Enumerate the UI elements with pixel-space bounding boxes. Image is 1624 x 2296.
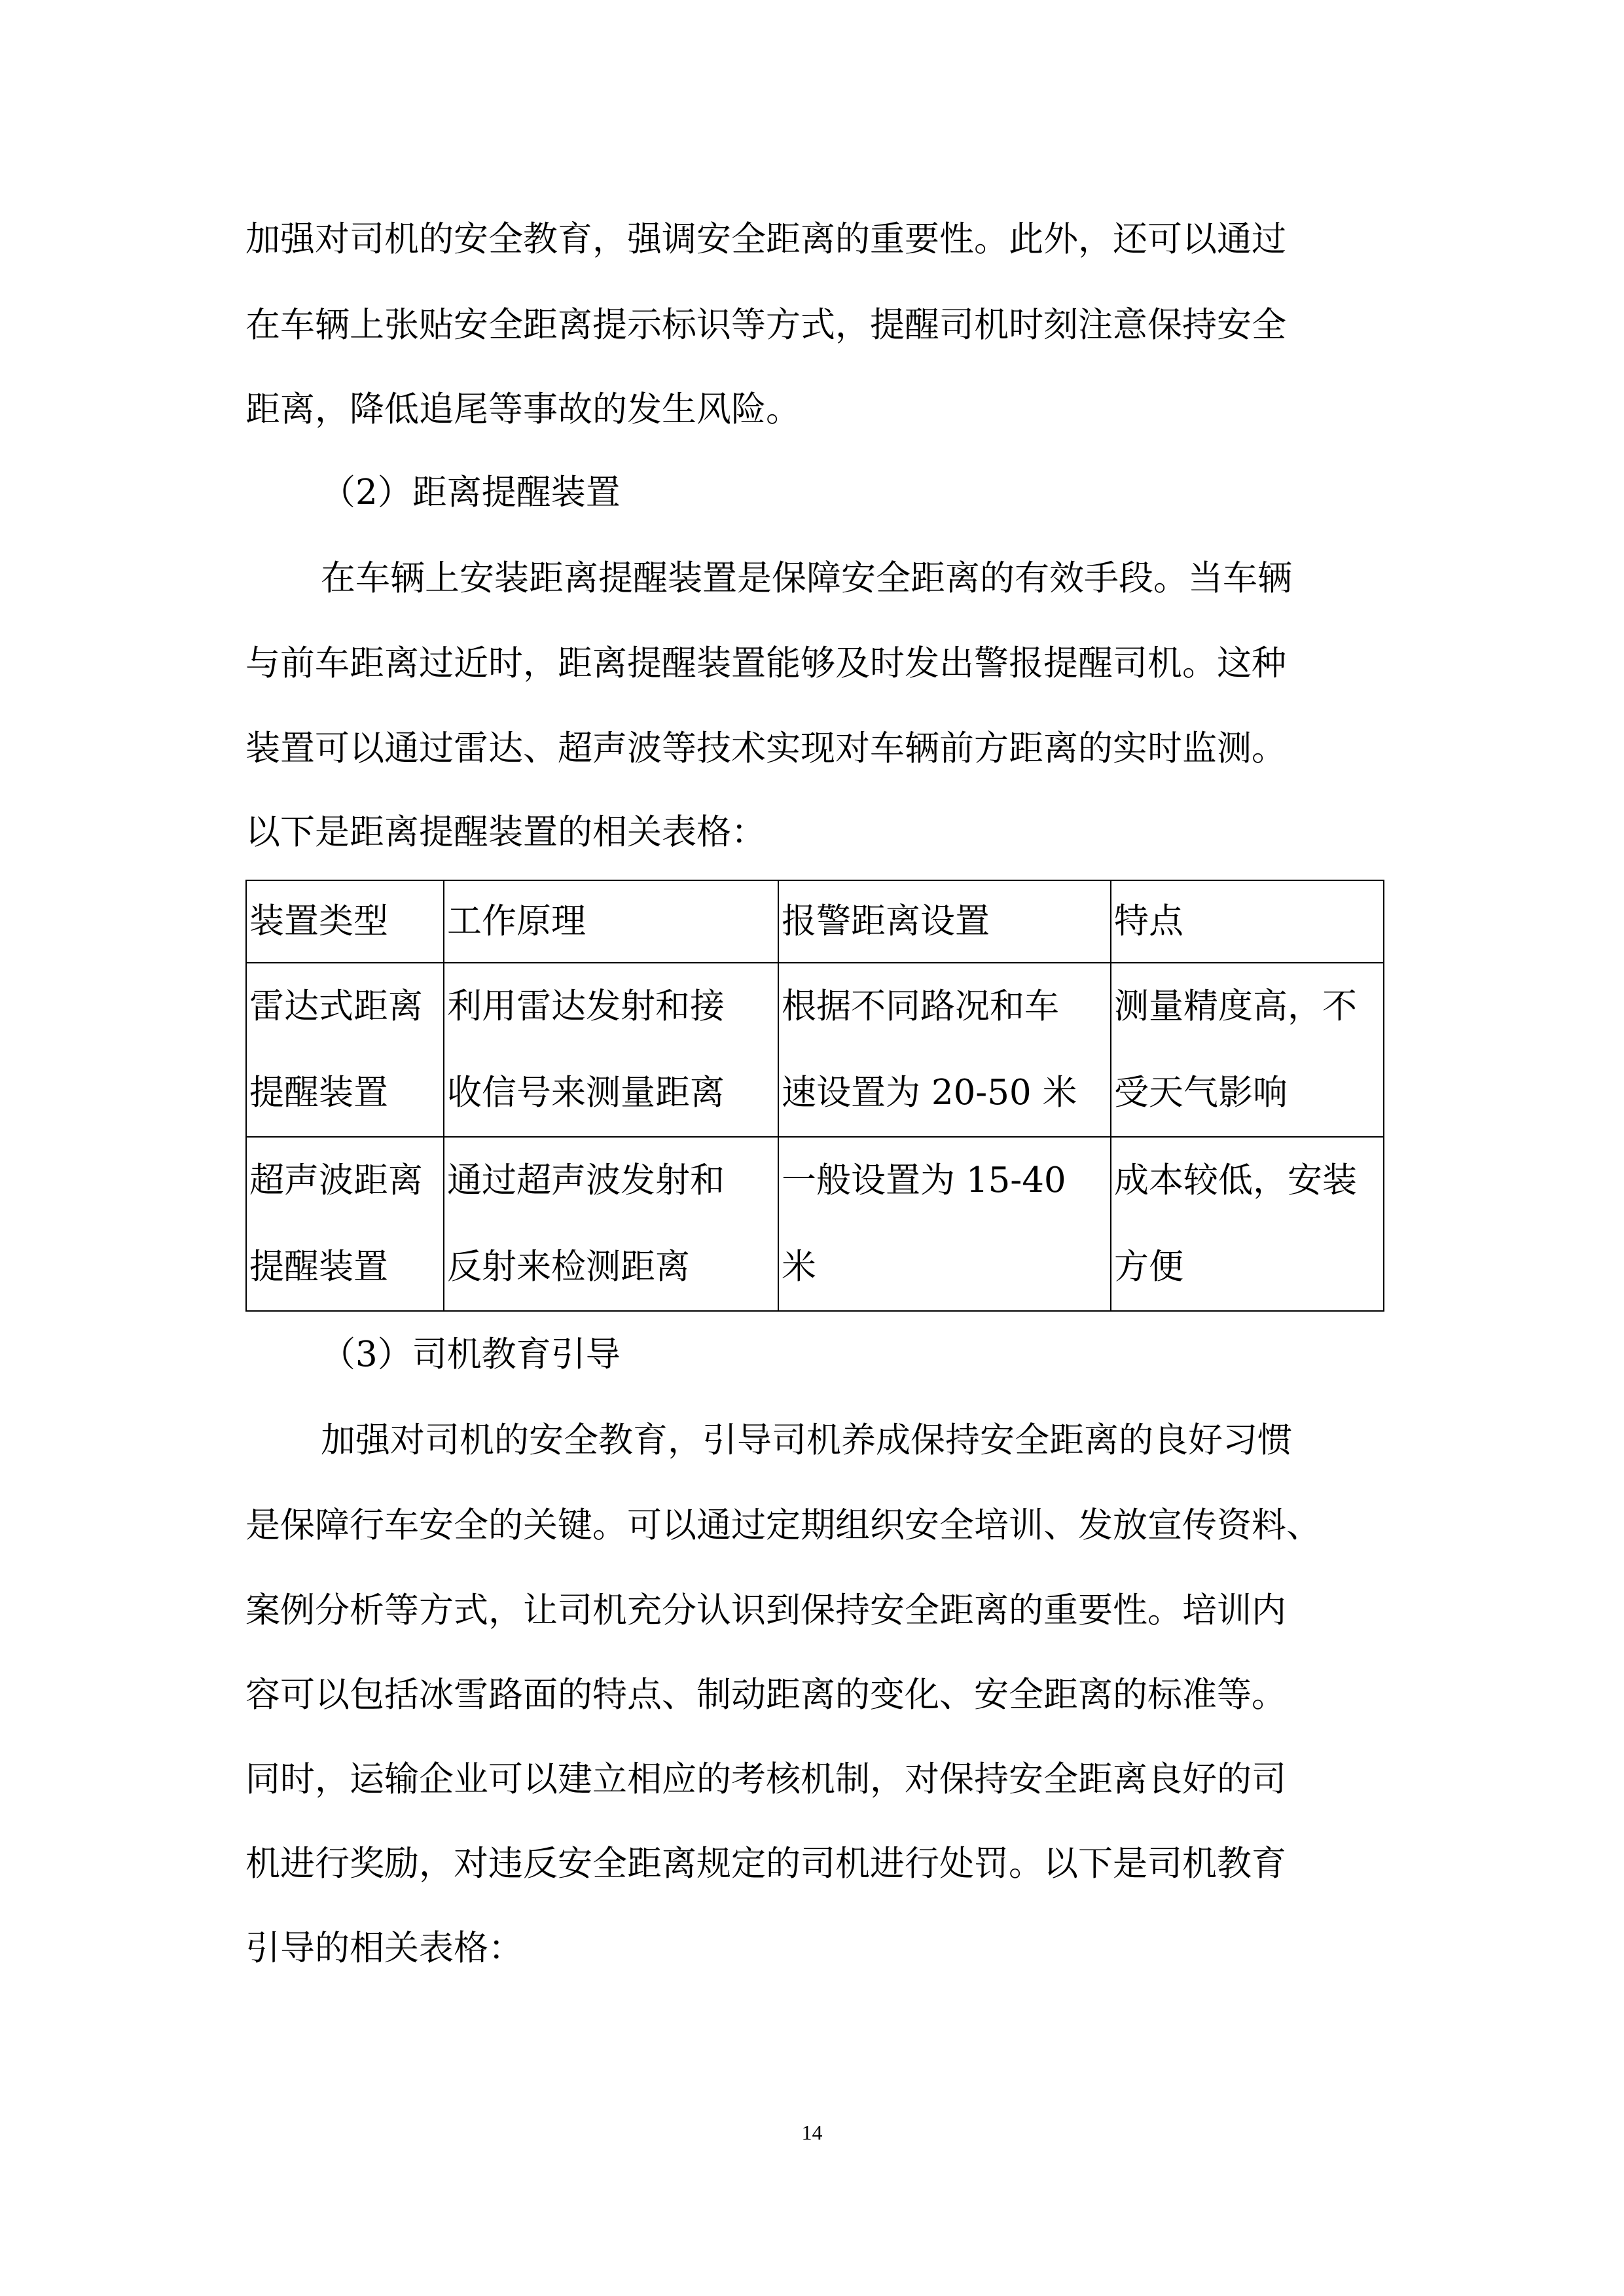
cell-text: 收信号来测量距离: [447, 1073, 725, 1113]
cell-text: 方便: [1114, 1247, 1183, 1287]
table-row: [246, 963, 1384, 1137]
cell-text: 利用雷达发射和接: [447, 986, 725, 1026]
table-cell: [246, 1137, 444, 1311]
paragraph3-line-3: 案例分析等方式，让司机充分认识到保持安全距离的重要性。培训内: [245, 1590, 1286, 1630]
section-heading-3: （3）司机教育引导: [321, 1335, 621, 1374]
paragraph2-line-1: 在车辆上安装距离提醒装置是保障安全距离的有效手段。当车辆: [321, 558, 1292, 598]
paragraph3-line-5: 同时，运输企业可以建立相应的考核机制，对保持安全距离良好的司: [245, 1759, 1286, 1799]
table-header-cell: 特点: [1111, 880, 1384, 963]
paragraph3-line-7: 引导的相关表格：: [245, 1928, 523, 1968]
cell-text: 超声波距离: [249, 1160, 423, 1200]
paragraph2-line-3: 装置可以通过雷达、超声波等技术实现对车辆前方距离的实时监测。: [245, 728, 1286, 768]
paragraph2-line-2: 与前车距离过近时，距离提醒装置能够及时发出警报提醒司机。这种: [245, 643, 1286, 683]
cell-text: 通过超声波发射和: [447, 1160, 725, 1200]
cell-text: 米: [782, 1247, 816, 1287]
distance-alert-device-table: [245, 880, 1384, 1312]
paragraph1-line-2: 在车辆上张贴安全距离提示标识等方式，提醒司机时刻注意保持安全: [245, 305, 1286, 345]
table-cell: [778, 963, 1111, 1137]
cell-text: 成本较低，安装: [1114, 1160, 1357, 1200]
table-cell: [246, 963, 444, 1137]
table-header-row: [246, 880, 1384, 963]
paragraph2-line-4: 以下是距离提醒装置的相关表格：: [245, 812, 766, 852]
cell-text: 速设置为 20-50 米: [782, 1073, 1077, 1113]
cell-text: 反射来检测距离: [447, 1247, 690, 1287]
cell-text: 测量精度高，不: [1114, 986, 1357, 1026]
cell-text: 提醒装置: [249, 1073, 388, 1113]
cell-text: 一般设置为 15-40: [782, 1160, 1066, 1200]
page-number: 14: [801, 2121, 823, 2144]
table-cell: [778, 1137, 1111, 1311]
table-header-cell: 报警距离设置: [778, 880, 1111, 963]
paragraph1-line-3: 距离，降低追尾等事故的发生风险。: [245, 389, 801, 429]
table-cell: [1111, 963, 1384, 1137]
table-row: [246, 1137, 1384, 1311]
table-cell: [1111, 1137, 1384, 1311]
paragraph3-line-6: 机进行奖励，对违反安全距离规定的司机进行处罚。以下是司机教育: [245, 1844, 1286, 1884]
paragraph3-line-4: 容可以包括冰雪路面的特点、制动距离的变化、安全距离的标准等。: [245, 1675, 1286, 1715]
table-header-cell: 工作原理: [444, 880, 778, 963]
paragraph3-line-1: 加强对司机的安全教育，引导司机养成保持安全距离的良好习惯: [321, 1420, 1292, 1460]
paragraph1-line-1: 加强对司机的安全教育，强调安全距离的重要性。此外，还可以通过: [245, 219, 1286, 259]
cell-text: 提醒装置: [249, 1247, 388, 1287]
table-cell: [444, 963, 778, 1137]
table-header-cell: 装置类型: [246, 880, 444, 963]
paragraph3-line-2: 是保障行车安全的关键。可以通过定期组织安全培训、发放宣传资料、: [245, 1505, 1321, 1545]
cell-text: 受天气影响: [1114, 1073, 1288, 1113]
cell-text: 根据不同路况和车: [782, 986, 1059, 1026]
cell-text: 雷达式距离: [249, 986, 423, 1026]
table-cell: [444, 1137, 778, 1311]
section-heading-2: （2）距离提醒装置: [321, 473, 621, 512]
